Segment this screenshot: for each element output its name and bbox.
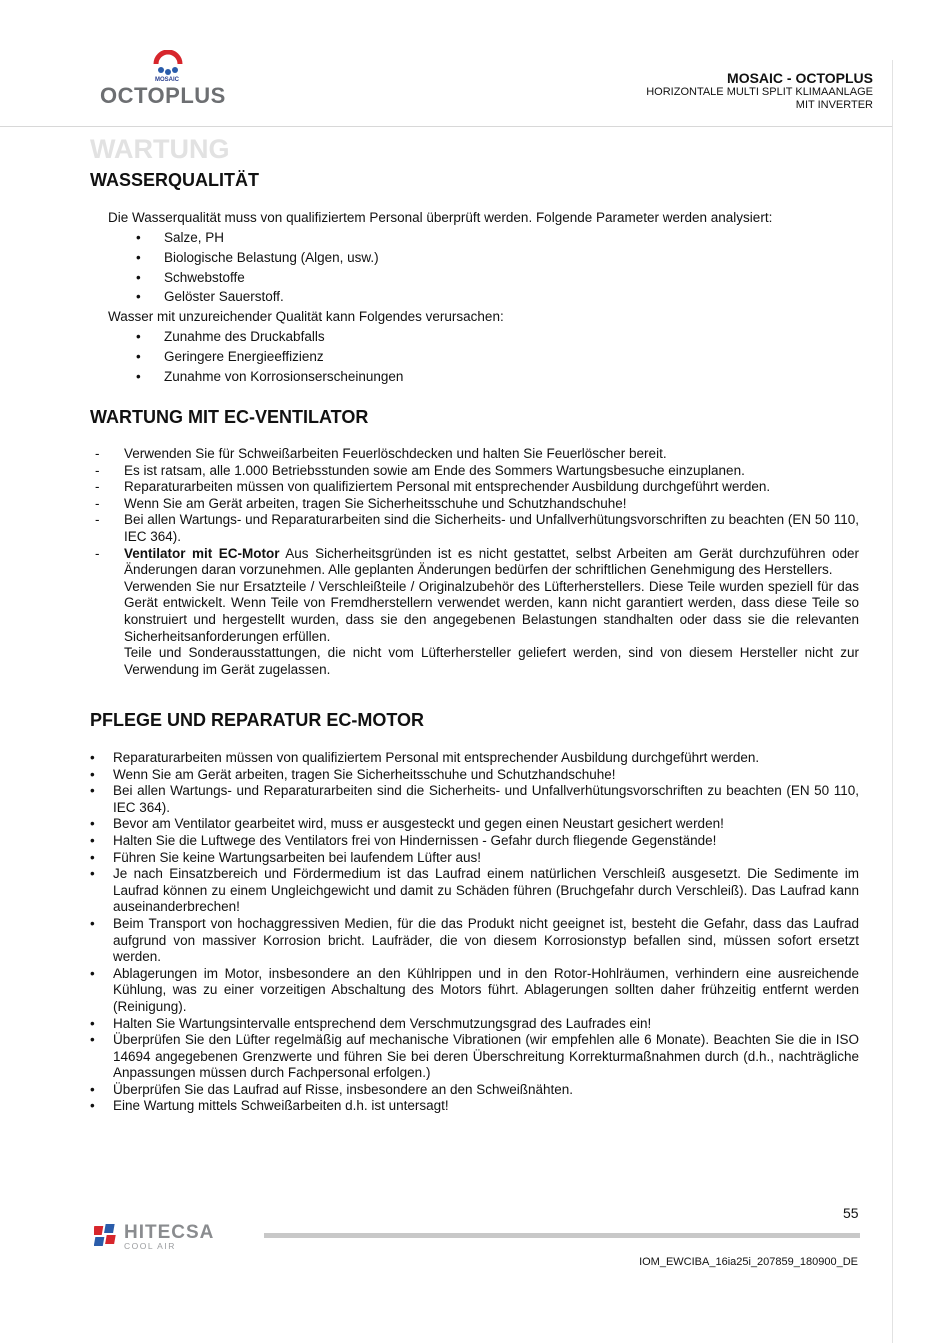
list-item: • Überprüfen Sie den Lüfter regelmäßig auf mechanische Vibrationen (wir empfehlen alle 6 Monate). Beachten Sie die in ISO 14694 angegebenen Grenzwerte und führen Sie bei deren Überschreitung Korrekturmaßnahmen durch (d.h., nachträgliche Anpassungen müssen durch Fachpersonal erfolgen.) bbox=[90, 1032, 859, 1082]
logo-small-label: MOSAIC bbox=[155, 77, 179, 83]
octoplus-logo bbox=[100, 50, 240, 106]
hitecsa-logo bbox=[94, 1220, 244, 1254]
hitecsa-brand: HITECSA bbox=[124, 1222, 215, 1243]
ec-fan-heading: WARTUNG MIT EC-VENTILATOR bbox=[90, 407, 369, 427]
water-intro-2: Wasser mit unzureichender Qualität kann Folgendes verursachen: bbox=[108, 309, 504, 324]
document-code: IOM_EWCIBA_16ia25i_207859_180900_DE bbox=[639, 1256, 858, 1268]
ec-motor-text: Aus Sicherheitsgründen ist es nicht gestattet, selbst Arbeiten am Gerät durchzuführen oder Änderungen daran vorzunehmen. Alle geplanten Änderungen bedürfen der schriftlichen Genehmigung des Herstellers. bbox=[124, 545, 859, 578]
ec-motor-paragraph-3: Teile und Sonderausstattungen, die nicht vom Lüfterhersteller geliefert werden, sind von diesem Hersteller nicht zur Verwendung im Gerät zugelassen. bbox=[124, 645, 859, 677]
ec-motor-paragraph bbox=[124, 546, 859, 579]
hitecsa-emblem-icon bbox=[94, 1222, 120, 1252]
header-title: MOSAIC - OCTOPLUS bbox=[727, 70, 873, 86]
list-item: • Reparaturarbeiten müssen von qualifiziertem Personal mit entsprechender Ausbildung durchgeführt werden. bbox=[90, 750, 859, 767]
list-item: - Verwenden Sie für Schweißarbeiten Feuerlöschdecken und halten Sie Feuerlöscher bereit. bbox=[93, 446, 859, 463]
list-item-ec-motor bbox=[93, 546, 859, 679]
list-item: - Reparaturarbeiten müssen von qualifiziertem Personal mit entsprechender Ausbildung durchgeführt werden. bbox=[93, 479, 859, 496]
list-item: • Bevor am Ventilator gearbeitet wird, muss er ausgesteckt und gegen einen Neustart gesichert werden! bbox=[90, 816, 859, 833]
list-item: • Geringere Energieeffizienz bbox=[136, 349, 403, 369]
page-edge-line bbox=[892, 60, 893, 1343]
list-item: • Eine Wartung mittels Schweißarbeiten d.h. ist untersagt! bbox=[90, 1098, 859, 1115]
ec-fan-list bbox=[93, 446, 859, 678]
list-item: • Bei allen Wartungs- und Reparaturarbeiten sind die Sicherheits- und Unfallverhütungsvorschriften zu beachten (EN 50 110, IEC 364). bbox=[90, 783, 859, 816]
list-item: • Zunahme von Korrosionserscheinungen bbox=[136, 369, 403, 389]
water-heading: WASSERQUALITÄT bbox=[90, 170, 259, 190]
list-item: • Zunahme des Druckabfalls bbox=[136, 329, 403, 349]
logo-brand-label: OCTOPLUS bbox=[100, 83, 226, 108]
list-item: - Es ist ratsam, alle 1.000 Betriebsstunden sowie am Ende des Sommers Wartungsbesuche einzuplanen. bbox=[93, 463, 859, 480]
header-subtitle-2: MIT INVERTER bbox=[795, 99, 873, 111]
list-item: • Wenn Sie am Gerät arbeiten, tragen Sie Sicherheitsschuhe und Schutzhandschuhe! bbox=[90, 767, 859, 784]
hitecsa-tagline: COOL AIR bbox=[124, 1241, 176, 1251]
list-item: • Schwebstoffe bbox=[136, 270, 379, 290]
list-item: • Je nach Einsatzbereich und Fördermedium ist das Laufrad einem natürlichen Verschleiß ausgesetzt. Die Sedimente im Laufrad können zu einem Ungleichgewicht und damit zu Schäden führen (Bruchgefahr durch Verschleiß). Das Laufrad kann auseinanderbrechen! bbox=[90, 866, 859, 916]
list-item: - Wenn Sie am Gerät arbeiten, tragen Sie Sicherheitsschuhe und Schutzhandschuhe! bbox=[93, 496, 859, 513]
ec-motor-label: Ventilator mit EC-Motor bbox=[124, 545, 280, 561]
section-title: WARTUNG bbox=[90, 134, 230, 164]
list-item: • Überprüfen Sie das Laufrad auf Risse, insbesondere an den Schweißnähten. bbox=[90, 1082, 859, 1099]
care-heading: PFLEGE UND REPARATUR EC-MOTOR bbox=[90, 710, 425, 730]
list-item: • Halten Sie die Luftwege des Ventilators frei von Hindernissen - Gefahr durch fliegende Gegenstände! bbox=[90, 833, 859, 850]
list-item: - Bei allen Wartungs- und Reparaturarbeiten sind die Sicherheits- und Unfallverhütungsvorschriften zu beachten (EN 50 110, IEC 364). bbox=[93, 512, 859, 545]
care-list bbox=[90, 750, 859, 1115]
ec-motor-paragraph-2: Verwenden Sie nur Ersatzteile / Verschleißteile / Originalzubehör des Lüfterherstellers. Diese Teile wurden speziell für das Gerät entwickelt. Wenn Teile von Fremdherstellern verwendet werden, kann nicht garantiert werden, dass diese Teile so konstruiert und hergestellt wurden, dass sie den angegebenen Belastungen standhalten oder dass sie die relevanten Sicherheitsanforderungen erfüllen. bbox=[124, 578, 859, 644]
header-block bbox=[646, 70, 873, 112]
list-item: • Führen Sie keine Wartungsarbeiten bei laufendem Lüfter aus! bbox=[90, 850, 859, 867]
list-item: • Halten Sie Wartungsintervalle entsprechend dem Verschmutzungsgrad des Laufrades ein! bbox=[90, 1016, 859, 1033]
list-item: • Biologische Belastung (Algen, usw.) bbox=[136, 250, 379, 270]
water-effects-list bbox=[136, 329, 403, 388]
water-intro: Die Wasserqualität muss von qualifiziertem Personal überprüft werden. Folgende Parameter werden analysiert: bbox=[108, 210, 773, 225]
list-item: • Gelöster Sauerstoff. bbox=[136, 289, 379, 309]
water-params-list bbox=[136, 230, 379, 309]
list-item: • Beim Transport von hochaggressiven Medien, für die das Produkt nicht geeignet ist, besteht die Gefahr, dass das Laufrad aufgrund von massiver Korrosion bricht. Laufräder, die von diesem Korrosionstyp befallen sind, müssen sofort ersetzt werden. bbox=[90, 916, 859, 966]
list-item: • Ablagerungen im Motor, insbesondere an den Kühlrippen und in den Rotor-Hohlräumen, verhindern eine ausreichende Kühlung, was zu einer vorzeitigen Abschaltung des Motors führt. Ablagerungen sollten daher frühzeitig entfernt werden (Reinigung). bbox=[90, 966, 859, 1016]
list-item: • Salze, PH bbox=[136, 230, 379, 250]
page-number: 55 bbox=[843, 1205, 859, 1221]
header-divider bbox=[0, 126, 893, 127]
footer-bar bbox=[264, 1233, 860, 1238]
header-subtitle-1: HORIZONTALE MULTI SPLIT KLIMAANLAGE bbox=[646, 86, 873, 98]
